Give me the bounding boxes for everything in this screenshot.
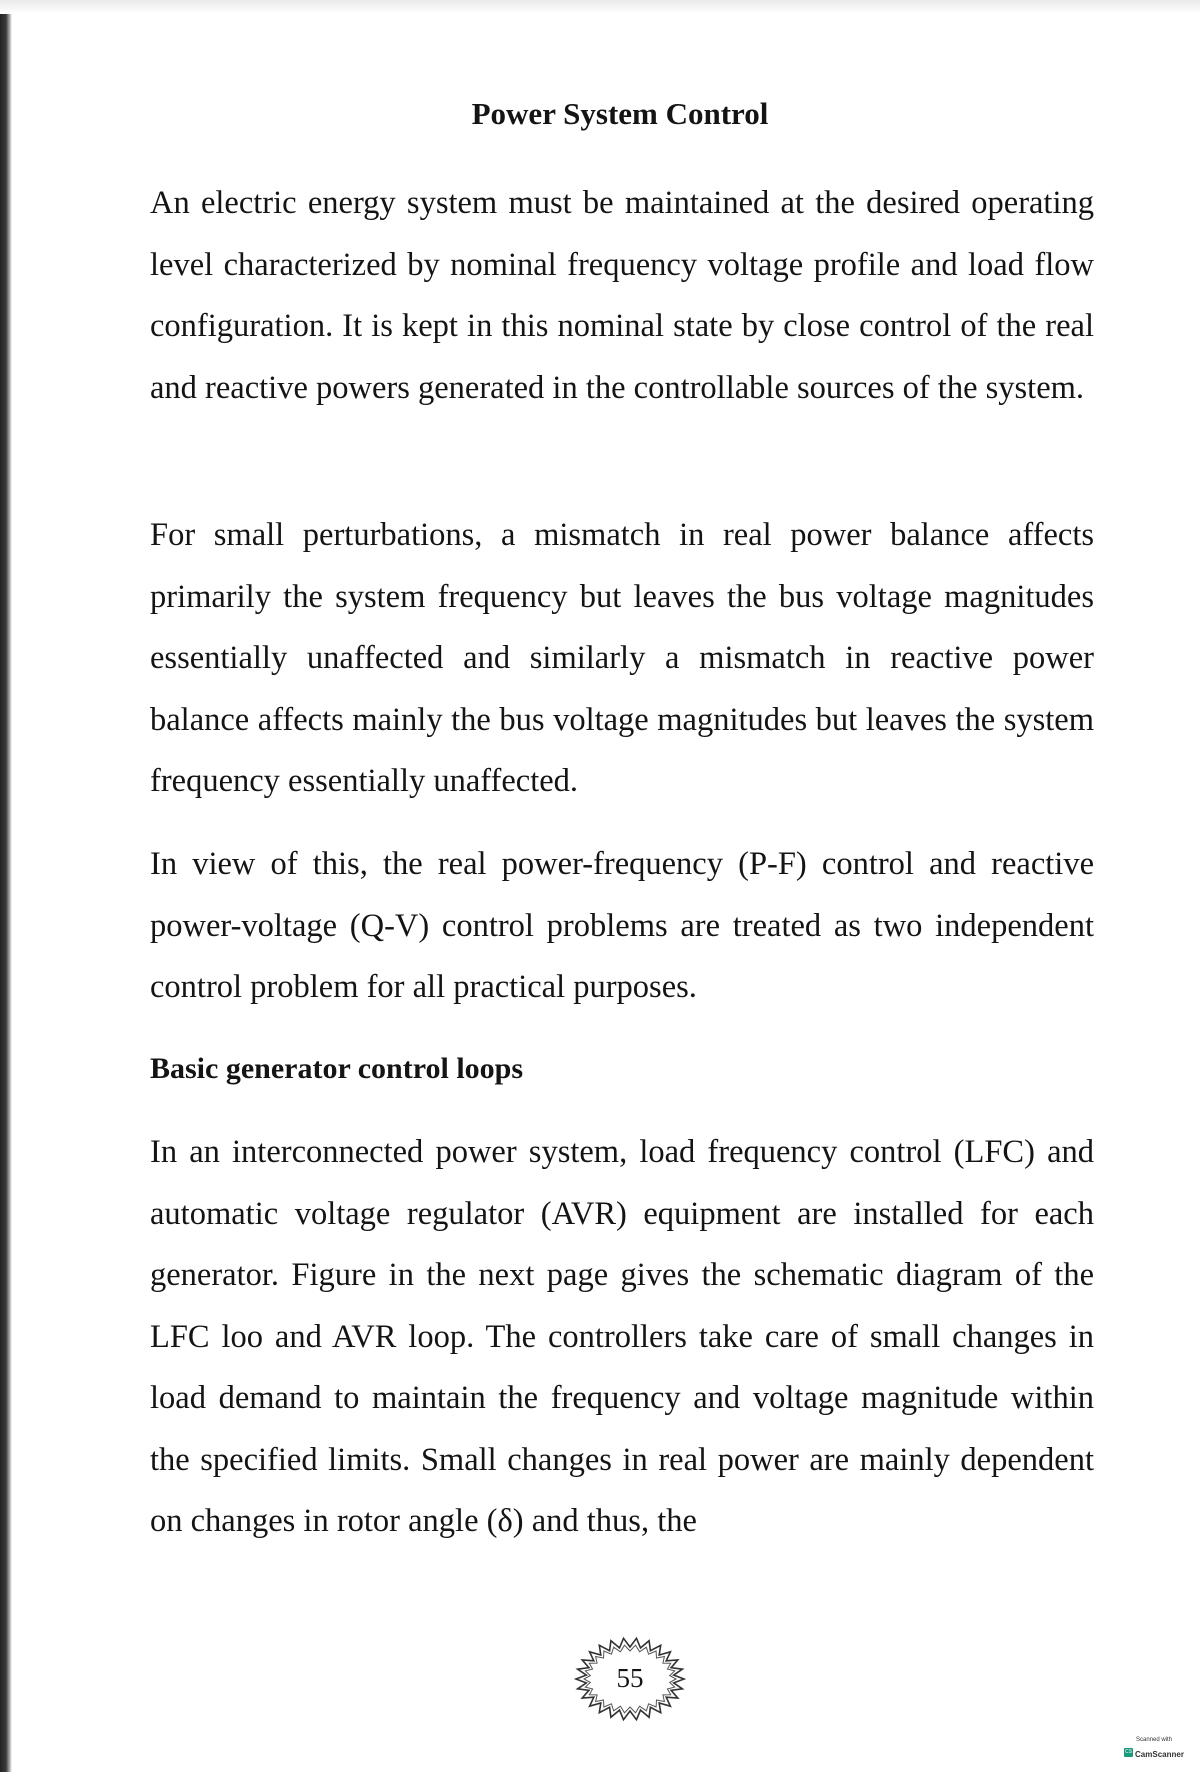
- scan-top-shadow: [0, 0, 1200, 14]
- section-heading: Basic generator control loops: [150, 1052, 524, 1085]
- paragraph-1: An electric energy system must be maintained at the desired operating level characterized by nominal frequency voltage profile and load flow configuration. It is kept in this nominal state by close control of the real and reactive powers generated in the controllable sources of the system.: [150, 185, 1094, 406]
- page-number-badge: [574, 1636, 686, 1722]
- scanner-watermark: [1118, 1736, 1190, 1764]
- watermark-caption: Scanned with: [1135, 1737, 1173, 1743]
- section-paragraph: In an interconnected power system, load frequency control (LFC) and automatic voltage regulator (AVR) equipment are installed for each generator. Figure in the next page gives the schematic diagram of the LFC loo and AVR loop. The controllers take care of small changes in load demand to maintain the frequency and voltage magnitude within the specified limits. Small changes in real power are mainly dependent on changes in rotor angle (δ) and thus, the: [150, 1134, 1094, 1539]
- camscanner-logo-icon: CS: [1125, 1749, 1132, 1756]
- watermark-brand: CamScanner: [1135, 1750, 1184, 1759]
- paragraph-3: In view of this, the real power-frequency (P-F) control and reactive power-voltage (Q-V) control problems are treated as two independent control problem for all practical purposes.: [150, 846, 1094, 1005]
- page-number: 55: [616, 1663, 644, 1693]
- page-title: Power System Control: [471, 96, 769, 131]
- paragraph-2: For small perturbations, a mismatch in real power balance affects primarily the system frequency but leaves the bus voltage magnitudes essentially unaffected and similarly a mismatch in reactive power balance affects mainly the bus voltage magnitudes but leaves the system frequency essentially unaffected.: [150, 517, 1094, 799]
- binding-edge: [0, 0, 12, 1772]
